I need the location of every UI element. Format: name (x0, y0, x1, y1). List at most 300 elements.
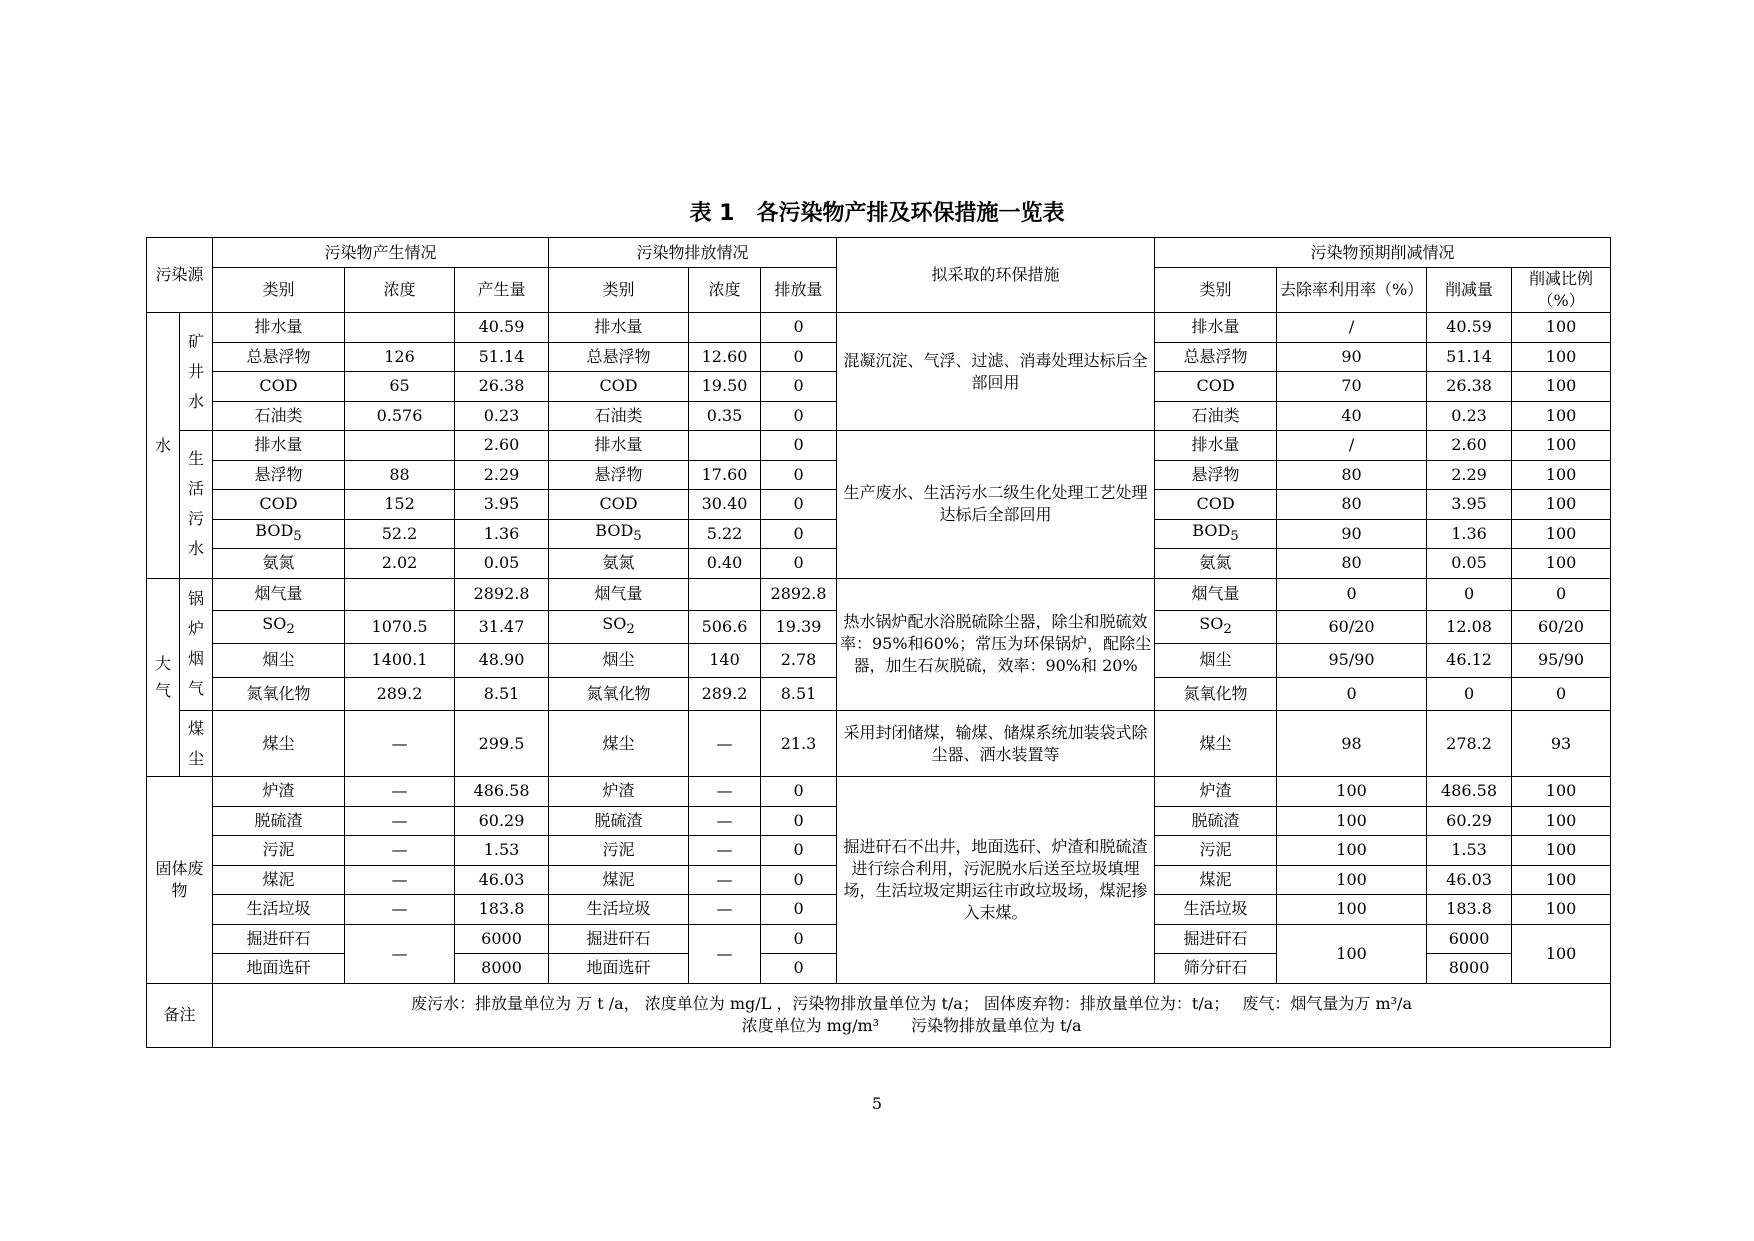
category-label: 烟气量 (594, 584, 643, 603)
pollutant-table (146, 237, 1611, 1048)
header-generation: 污染物产生情况 (213, 238, 549, 268)
generation-cell: 2.60 (455, 431, 549, 461)
category-cell (1155, 610, 1277, 644)
category-label: 氮氧化物 (586, 683, 651, 703)
concentration-cell: — (689, 777, 761, 807)
category-cell (549, 806, 689, 836)
discharge-cell: 0 (761, 342, 837, 372)
concentration-cell: 1400.1 (345, 644, 455, 678)
generation-cell: 51.14 (455, 342, 549, 372)
category-label: 掘进矸石 (246, 928, 311, 948)
category-label: COD (1196, 376, 1235, 396)
category-label: 烟尘 (1199, 650, 1232, 670)
ratio-cell: 100 (1512, 865, 1611, 895)
measure-coal-dust: 采用封闭储煤，输煤、储煤系统加装袋式除尘器、洒水装置等 (837, 711, 1155, 777)
category-label: 煤泥 (262, 869, 295, 889)
discharge-cell: 8.51 (761, 677, 837, 711)
generation-cell: 26.38 (455, 372, 549, 402)
category-label: BOD (255, 520, 294, 540)
discharge-cell: 0 (761, 865, 837, 895)
category-label: SO (602, 613, 627, 633)
reduced-cell: 0.23 (1427, 401, 1512, 431)
generation-cell: 0.23 (455, 401, 549, 431)
category-label: COD (599, 494, 638, 514)
reduced-cell: 0 (1427, 578, 1512, 610)
category-cell (549, 777, 689, 807)
rate-cell: 100 (1277, 895, 1427, 925)
char: 水 (188, 391, 205, 411)
category-cell (1155, 313, 1277, 343)
subscript: 5 (293, 528, 302, 544)
category-cell (549, 401, 689, 431)
category-label: SO (1199, 613, 1224, 633)
category-cell (1155, 644, 1277, 678)
char: 大 (154, 654, 171, 674)
ratio-cell: 60/20 (1512, 610, 1611, 644)
note-row (147, 983, 1611, 1047)
generation-cell: 6000 (455, 924, 549, 954)
category-cell (549, 610, 689, 644)
reduced-cell: 40.59 (1427, 313, 1512, 343)
table-row (147, 578, 1611, 610)
concentration-cell (689, 431, 761, 461)
category-cell (1155, 490, 1277, 520)
header-type: 类别 (213, 268, 345, 313)
table-row (147, 313, 1611, 343)
reduced-cell: 46.12 (1427, 644, 1512, 678)
group-air (147, 578, 180, 777)
category-cell (549, 431, 689, 461)
category-cell (213, 549, 345, 579)
group-water (147, 313, 180, 579)
concentration-cell: 88 (345, 460, 455, 490)
discharge-cell: 0 (761, 490, 837, 520)
concentration-cell: 12.60 (689, 342, 761, 372)
discharge-cell: 0 (761, 519, 837, 549)
header-type: 类别 (1155, 268, 1277, 313)
concentration-cell: — (689, 711, 761, 777)
concentration-cell: 152 (345, 490, 455, 520)
char: 煤 (188, 718, 205, 738)
ratio-cell: 100 (1512, 490, 1611, 520)
category-label: 总悬浮物 (586, 346, 651, 366)
reduced-cell: 12.08 (1427, 610, 1512, 644)
concentration-cell: 2.02 (345, 549, 455, 579)
header-dis-amount: 排放量 (761, 268, 837, 313)
reduced-cell: 26.38 (1427, 372, 1512, 402)
concentration-cell: 289.2 (689, 677, 761, 711)
concentration-cell: — (689, 895, 761, 925)
category-label: BOD (595, 520, 634, 540)
category-cell (1155, 777, 1277, 807)
generation-cell: 1.36 (455, 519, 549, 549)
category-cell (1155, 677, 1277, 711)
concentration-cell: — (689, 924, 761, 983)
category-label: 炉渣 (602, 781, 635, 801)
reduced-cell: 3.95 (1427, 490, 1512, 520)
reduced-cell: 278.2 (1427, 711, 1512, 777)
category-cell (213, 578, 345, 610)
discharge-cell: 2.78 (761, 644, 837, 678)
header-removal-rate: 去除率利用率（%） (1277, 268, 1427, 313)
rate-cell: / (1277, 431, 1427, 461)
concentration-cell: 17.60 (689, 460, 761, 490)
category-label: 排水量 (594, 317, 643, 337)
category-label: 石油类 (594, 405, 643, 425)
generation-cell: 8000 (455, 954, 549, 984)
category-label: 掘进矸石 (586, 928, 651, 948)
subgroup-domestic-sewage (180, 431, 213, 579)
category-label: 煤泥 (602, 869, 635, 889)
category-label: 脱硫渣 (594, 810, 643, 830)
category-label: 氨氮 (1199, 553, 1232, 573)
ratio-cell: 100 (1512, 519, 1611, 549)
measure-solid: 掘进矸石不出井，地面选矸、炉渣和脱硫渣进行综合利用，污泥脱水后送至垃圾填埋场，生活垃圾定期运往市政垃圾场，煤泥掺入末煤。 (837, 777, 1155, 984)
category-cell (549, 865, 689, 895)
category-label: 悬浮物 (1191, 464, 1240, 484)
page-number: 5 (871, 1094, 883, 1113)
category-label: 排水量 (254, 317, 303, 337)
ratio-cell: 100 (1512, 401, 1611, 431)
generation-cell: 2.29 (455, 460, 549, 490)
category-label: 炉渣 (262, 781, 295, 801)
category-cell (213, 954, 345, 984)
concentration-cell: 140 (689, 644, 761, 678)
ratio-cell: 100 (1512, 372, 1611, 402)
category-label: COD (599, 376, 638, 396)
category-cell (213, 610, 345, 644)
category-cell (549, 954, 689, 984)
category-cell (213, 401, 345, 431)
category-label: 煤泥 (1199, 869, 1232, 889)
reduced-cell: 6000 (1427, 924, 1512, 954)
rate-cell: 40 (1277, 401, 1427, 431)
reduced-cell: 2.60 (1427, 431, 1512, 461)
char: 活 (188, 479, 205, 499)
category-cell (213, 372, 345, 402)
header-reduction-ratio: 削减比例（%） (1512, 268, 1611, 313)
ratio-cell: 100 (1512, 549, 1611, 579)
subscript: 2 (626, 621, 635, 637)
rate-cell: 100 (1277, 806, 1427, 836)
category-cell (1155, 401, 1277, 431)
category-label: 石油类 (254, 405, 303, 425)
table-row (147, 431, 1611, 461)
reduced-cell: 8000 (1427, 954, 1512, 984)
concentration-cell: — (345, 895, 455, 925)
discharge-cell: 0 (761, 836, 837, 866)
char: 气 (154, 681, 171, 701)
category-cell (549, 836, 689, 866)
discharge-cell: 0 (761, 431, 837, 461)
rate-cell: 100 (1277, 865, 1427, 895)
concentration-cell: — (689, 836, 761, 866)
category-cell (213, 895, 345, 925)
category-cell (549, 895, 689, 925)
header-concentration: 浓度 (689, 268, 761, 313)
group-solid: 固体废物 (147, 777, 213, 984)
category-cell (1155, 460, 1277, 490)
ratio-cell: 100 (1512, 313, 1611, 343)
subgroup-coal-dust (180, 711, 213, 777)
category-cell (1155, 924, 1277, 954)
concentration-cell (689, 578, 761, 610)
reduced-cell: 0.05 (1427, 549, 1512, 579)
category-label: 脱硫渣 (254, 810, 303, 830)
discharge-cell: 21.3 (761, 711, 837, 777)
rate-cell: 95/90 (1277, 644, 1427, 678)
generation-cell: 2892.8 (455, 578, 549, 610)
concentration-cell: 5.22 (689, 519, 761, 549)
subgroup-mine-water (180, 313, 213, 431)
generation-cell: 60.29 (455, 806, 549, 836)
rate-cell: 60/20 (1277, 610, 1427, 644)
category-cell (549, 490, 689, 520)
concentration-cell: 126 (345, 342, 455, 372)
category-label: 排水量 (1191, 435, 1240, 455)
reduced-cell: 0 (1427, 677, 1512, 711)
note-content (213, 983, 1611, 1047)
discharge-cell: 0 (761, 460, 837, 490)
table-row (147, 777, 1611, 807)
char: 井 (188, 361, 205, 381)
concentration-cell (345, 313, 455, 343)
concentration-cell: 52.2 (345, 519, 455, 549)
category-cell (213, 836, 345, 866)
header-discharge: 污染物排放情况 (549, 238, 837, 268)
measure-boiler: 热水锅炉配水浴脱硫除尘器，除尘和脱硫效率：95%和60%；常压为环保锅炉，配除尘器，加生石灰脱硫，效率：90%和 20% (837, 578, 1155, 711)
char: 污 (188, 509, 205, 529)
category-cell (549, 644, 689, 678)
category-cell (1155, 431, 1277, 461)
category-label: 煤尘 (1199, 733, 1232, 753)
category-label: 悬浮物 (594, 464, 643, 484)
concentration-cell: — (689, 806, 761, 836)
category-cell (213, 460, 345, 490)
concentration-cell: 289.2 (345, 677, 455, 711)
category-cell (1155, 895, 1277, 925)
ratio-cell: 100 (1512, 836, 1611, 866)
category-cell (1155, 954, 1277, 984)
rate-cell: 0 (1277, 578, 1427, 610)
rate-cell: 80 (1277, 490, 1427, 520)
category-label: 掘进矸石 (1183, 928, 1248, 948)
ratio-cell: 100 (1512, 777, 1611, 807)
ratio-cell: 100 (1512, 895, 1611, 925)
reduced-cell: 46.03 (1427, 865, 1512, 895)
discharge-cell: 0 (761, 401, 837, 431)
category-cell (1155, 519, 1277, 549)
generation-cell: 1.53 (455, 836, 549, 866)
note-line-2: 浓度单位为 mg/m³ 污染物排放量单位为 t/a (741, 1016, 1082, 1035)
measure-domestic-sewage: 生产废水、生活污水二级生化处理工艺处理达标后全部回用 (837, 431, 1155, 579)
subgroup-boiler-flue (180, 578, 213, 711)
concentration-cell: — (345, 924, 455, 983)
rate-cell: 98 (1277, 711, 1427, 777)
generation-cell: 8.51 (455, 677, 549, 711)
subscript: 5 (1230, 528, 1239, 544)
char: 气 (188, 679, 205, 699)
ratio-cell: 0 (1512, 677, 1611, 711)
category-label: 地面选矸 (246, 958, 311, 978)
rate-cell: 90 (1277, 519, 1427, 549)
discharge-cell: 0 (761, 895, 837, 925)
reduced-cell: 1.36 (1427, 519, 1512, 549)
reduced-cell: 2.29 (1427, 460, 1512, 490)
concentration-cell (689, 313, 761, 343)
category-cell (213, 342, 345, 372)
category-label: 悬浮物 (254, 464, 303, 484)
concentration-cell: 0.35 (689, 401, 761, 431)
generation-cell: 0.05 (455, 549, 549, 579)
category-cell (213, 806, 345, 836)
discharge-cell: 0 (761, 313, 837, 343)
category-label: 排水量 (1191, 317, 1240, 337)
category-cell (213, 644, 345, 678)
category-cell (213, 711, 345, 777)
concentration-cell: — (345, 777, 455, 807)
category-label: 烟尘 (262, 650, 295, 670)
ratio-cell: 100 (1512, 342, 1611, 372)
category-label: 排水量 (594, 435, 643, 455)
category-cell (213, 677, 345, 711)
discharge-cell: 0 (761, 777, 837, 807)
ratio-cell: 93 (1512, 711, 1611, 777)
category-label: 氨氮 (602, 553, 635, 573)
category-label: 总悬浮物 (1183, 346, 1248, 366)
category-cell (1155, 549, 1277, 579)
discharge-cell: 0 (761, 806, 837, 836)
category-label: 氨氮 (262, 553, 295, 573)
rate-cell: 100 (1277, 924, 1427, 983)
table-row (147, 711, 1611, 777)
subscript: 2 (1223, 621, 1232, 637)
category-label: 筛分矸石 (1183, 958, 1248, 978)
generation-cell: 48.90 (455, 644, 549, 678)
concentration-cell: 65 (345, 372, 455, 402)
category-cell (1155, 578, 1277, 610)
category-label: 烟尘 (602, 650, 635, 670)
category-cell (213, 313, 345, 343)
category-label: COD (259, 494, 298, 514)
category-label: 煤尘 (262, 733, 295, 753)
category-cell (549, 549, 689, 579)
concentration-cell: 30.40 (689, 490, 761, 520)
char: 水 (154, 435, 171, 455)
category-label: 污泥 (602, 840, 635, 860)
category-cell (549, 924, 689, 954)
char: 生 (188, 449, 205, 469)
category-label: 煤尘 (602, 733, 635, 753)
generation-cell: 46.03 (455, 865, 549, 895)
discharge-cell: 0 (761, 372, 837, 402)
ratio-cell: 100 (1512, 806, 1611, 836)
generation-cell: 299.5 (455, 711, 549, 777)
generation-cell: 31.47 (455, 610, 549, 644)
concentration-cell: — (345, 806, 455, 836)
concentration-cell: 0.40 (689, 549, 761, 579)
rate-cell: 70 (1277, 372, 1427, 402)
generation-cell: 40.59 (455, 313, 549, 343)
concentration-cell: 1070.5 (345, 610, 455, 644)
ratio-cell: 100 (1512, 460, 1611, 490)
category-label: 地面选矸 (586, 958, 651, 978)
char: 尘 (188, 748, 205, 768)
rate-cell: 90 (1277, 342, 1427, 372)
reduced-cell: 486.58 (1427, 777, 1512, 807)
ratio-cell: 100 (1512, 924, 1611, 983)
category-label: COD (259, 376, 298, 396)
table-title: 表 1 各污染物产排及环保措施一览表 (689, 201, 1065, 226)
category-label: 烟气量 (254, 584, 303, 603)
concentration-cell: — (689, 865, 761, 895)
category-cell (1155, 836, 1277, 866)
category-cell (549, 677, 689, 711)
header-source: 污染源 (147, 238, 213, 313)
header-reduced-amount: 削减量 (1427, 268, 1512, 313)
generation-cell: 3.95 (455, 490, 549, 520)
category-label: 排水量 (254, 435, 303, 455)
category-label: BOD (1192, 520, 1231, 540)
char: 锅 (188, 589, 205, 609)
category-label: 炉渣 (1199, 781, 1232, 801)
ratio-cell: 0 (1512, 578, 1611, 610)
rate-cell: 0 (1277, 677, 1427, 711)
ratio-cell: 95/90 (1512, 644, 1611, 678)
category-label: 石油类 (1191, 405, 1240, 425)
char: 烟 (188, 649, 205, 669)
category-label: SO (262, 613, 287, 633)
rate-cell: / (1277, 313, 1427, 343)
header-concentration: 浓度 (345, 268, 455, 313)
concentration-cell: — (345, 836, 455, 866)
note-label: 备注 (147, 983, 213, 1047)
rate-cell: 100 (1277, 777, 1427, 807)
discharge-cell: 0 (761, 549, 837, 579)
rate-cell: 100 (1277, 836, 1427, 866)
header-row (147, 238, 1611, 268)
category-label: 污泥 (1199, 840, 1232, 860)
header-type: 类别 (549, 268, 689, 313)
category-label: 生活垃圾 (1183, 899, 1248, 919)
header-measures: 拟采取的环保措施 (837, 238, 1155, 313)
category-label: 氮氧化物 (246, 683, 311, 703)
category-cell (549, 460, 689, 490)
header-gen-amount: 产生量 (455, 268, 549, 313)
category-cell (1155, 711, 1277, 777)
measure-mine-water: 混凝沉淀、气浮、过滤、消毒处理达标后全部回用 (837, 313, 1155, 431)
char: 矿 (188, 331, 205, 351)
category-cell (549, 313, 689, 343)
category-label: 脱硫渣 (1191, 810, 1240, 830)
char: 水 (188, 539, 205, 559)
rate-cell: 80 (1277, 460, 1427, 490)
subscript: 2 (286, 621, 295, 637)
category-cell (213, 924, 345, 954)
discharge-cell: 19.39 (761, 610, 837, 644)
discharge-cell: 0 (761, 924, 837, 954)
concentration-cell: — (345, 865, 455, 895)
ratio-cell: 100 (1512, 431, 1611, 461)
category-label: COD (1196, 494, 1235, 514)
concentration-cell (345, 578, 455, 610)
category-cell (213, 490, 345, 520)
category-cell (213, 519, 345, 549)
concentration-cell: 506.6 (689, 610, 761, 644)
reduced-cell: 183.8 (1427, 895, 1512, 925)
concentration-cell: 0.576 (345, 401, 455, 431)
category-label: 生活垃圾 (246, 899, 311, 919)
